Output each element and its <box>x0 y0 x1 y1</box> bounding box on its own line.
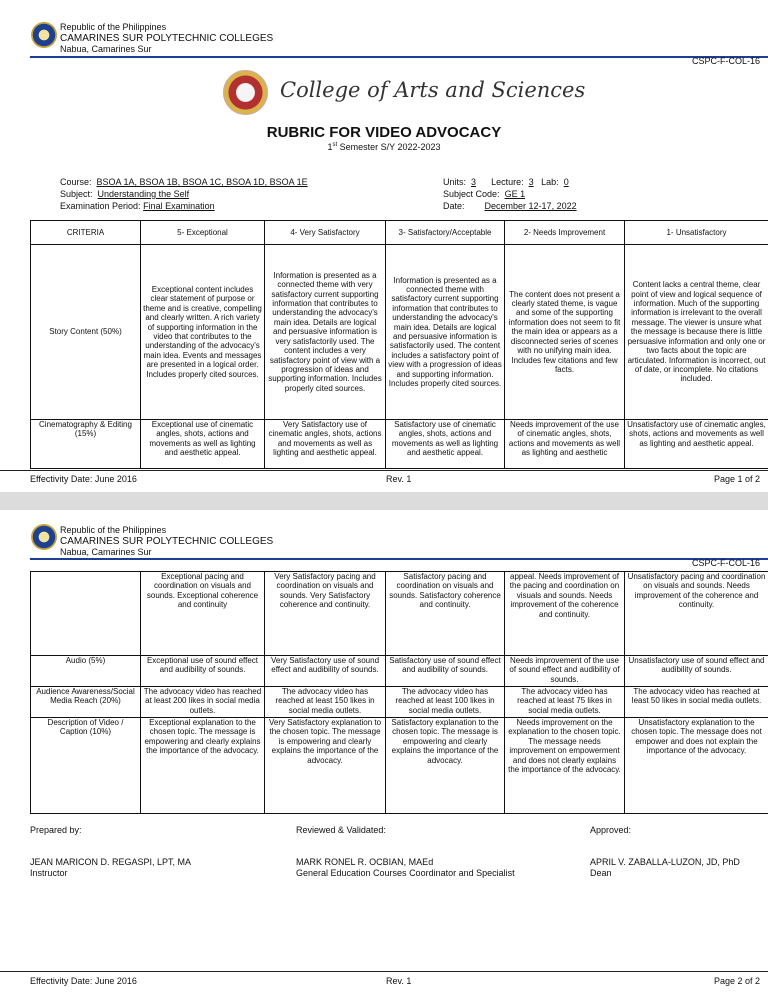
criteria-audience-awareness: Audience Awareness/Social Media Reach (20%) <box>31 687 141 718</box>
college-logo-text: College of Arts and Sciences <box>280 78 586 102</box>
approved-label: Approved: <box>590 825 632 835</box>
subject-label: Subject: <box>60 189 93 199</box>
course-label: Course: <box>60 177 92 187</box>
reviewed-name: MARK RONEL R. OCBIAN, MAEd <box>296 857 434 867</box>
audience-very-satisfactory: The advocacy video has reached at least 150 likes in social media outlets. <box>265 687 386 718</box>
institution-header <box>60 525 273 558</box>
cinema-cont-very-satisfactory: Very Satisfactory pacing and coordination on visuals and sounds. Very Satisfactory coherence and continuity. <box>265 572 386 656</box>
criteria-cinematography: Cinematography & Editing (15%) <box>31 420 141 469</box>
lecture-label: Lecture: <box>491 177 524 187</box>
header-criteria: CRITERIA <box>31 221 141 245</box>
header-unsatisfactory: 1- Unsatisfactory <box>625 221 768 245</box>
republic-line: Republic of the Philippines <box>60 525 167 535</box>
lecture-value: 3 <box>528 177 534 187</box>
story-needs-improvement: The content does not present a clearly stated theme, is vague and some of the supporting information does not seem to fit the main idea or appears as a disconnected series of scenes with no unifying main idea. Includes few citations and few facts. <box>505 245 625 420</box>
header-rule <box>30 56 768 58</box>
cinema-satisfactory: Satisfactory use of cinematic angles, shots, actions and movements as well as lighting and aesthetic appeal. <box>386 420 505 469</box>
criteria-audio: Audio (5%) <box>31 656 141 687</box>
reviewed-title: General Education Courses Coordinator and Specialist <box>296 868 515 878</box>
prepared-title: Instructor <box>30 868 68 878</box>
criteria-cinematography-cont <box>31 572 141 656</box>
course-info <box>60 176 308 212</box>
subject-code-value: GE 1 <box>504 189 526 199</box>
subject-value: Understanding the Self <box>97 189 190 199</box>
page-1 <box>0 0 768 492</box>
rubric-table-page-2 <box>30 571 768 814</box>
story-unsatisfactory: Content lacks a central theme, clear point of view and logical sequence of information. Much of the supporting information is irrelevant to the overall message. The viewer is unsure what the message is because there is little persuasive information and only one or two facts about the topic are articulated. Information is incorrect, out of date, or incomplete. No citations included. <box>625 245 768 420</box>
page-number: Page 1 of 2 <box>713 474 760 484</box>
cspc-seal-icon <box>31 524 57 550</box>
semester-number: 1 <box>327 142 333 152</box>
cinema-very-satisfactory: Very Satisfactory use of cinematic angles, shots, actions and movements as well as lighting and aesthetic appeal. <box>265 420 386 469</box>
subject-info <box>443 176 577 212</box>
table-row <box>31 572 768 656</box>
college-line: CAMARINES SUR POLYTECHNIC COLLEGES <box>60 33 274 44</box>
audio-unsatisfactory: Unsatisfactory use of sound effect and audibility of sounds. <box>625 656 768 687</box>
exam-period-label: Examination Period: <box>60 201 141 211</box>
units-value: 3 <box>471 177 477 187</box>
page-2 <box>0 510 768 1006</box>
semester-line <box>0 142 768 152</box>
desc-satisfactory: Satisfactory explanation to the chosen topic. The message is empowering and clearly explains the importance of the advocacy. <box>386 718 505 814</box>
lab-label: Lab: <box>541 177 559 187</box>
table-header-row <box>31 221 768 245</box>
location-line: Nabua, Camarines Sur <box>60 547 152 557</box>
date-value: December 12-17, 2022 <box>484 201 577 211</box>
document-title: RUBRIC FOR VIDEO ADVOCACY <box>266 124 502 141</box>
doc-code: CSPC-F-COL-16 <box>691 558 760 568</box>
cinema-needs-improvement: Needs improvement of the use of cinematic angles, shots, actions and movements as well as lighting and aesthetic <box>505 420 625 469</box>
cas-seal-icon <box>223 70 268 115</box>
prepared-by-label: Prepared by: <box>30 825 82 835</box>
table-row <box>31 245 768 420</box>
cinema-cont-unsatisfactory: Unsatisfactory pacing and coordination on visuals and sounds. Needs improvement of the coherence and continuity. <box>625 572 768 656</box>
units-label: Units: <box>443 177 467 187</box>
audience-needs-improvement: The advocacy video has reached at least 75 likes in social media outlets. <box>505 687 625 718</box>
header-satisfactory: 3- Satisfactory/Acceptable <box>386 221 505 245</box>
prepared-name: JEAN MARICON D. REGASPI, LPT, MA <box>30 857 192 867</box>
reviewed-signatory <box>296 857 515 879</box>
table-row <box>31 420 768 469</box>
header-needs-improvement: 2- Needs Improvement <box>505 221 625 245</box>
audio-exceptional: Exceptional use of sound effect and audibility of sounds. <box>141 656 265 687</box>
approved-name: APRIL V. ZABALLA-LUZON, JD, PhD <box>590 857 740 867</box>
cinema-cont-needs-improvement: appeal. Needs improvement of the pacing and coordination on visuals and sounds. Needs improvement of the coherence and continuity. <box>505 572 625 656</box>
desc-unsatisfactory: Unsatisfactory explanation to the chosen topic. The message does not empower and does not explain the importance of the advocacy. <box>625 718 768 814</box>
lab-value: 0 <box>563 177 569 187</box>
criteria-description: Description of Video / Caption (10%) <box>31 718 141 814</box>
reviewed-label: Reviewed & Validated: <box>296 825 386 835</box>
header-very-satisfactory: 4- Very Satisfactory <box>265 221 386 245</box>
audio-satisfactory: Satisfactory use of sound effect and audibility of sounds. <box>386 656 505 687</box>
audience-satisfactory: The advocacy video has reached at least 100 likes in social media outlets. <box>386 687 505 718</box>
semester-suffix: st <box>332 142 338 148</box>
college-logo-band <box>220 68 586 118</box>
table-row <box>31 656 768 687</box>
page-number: Page 2 of 2 <box>713 976 760 986</box>
course-value: BSOA 1A, BSOA 1B, BSOA 1C, BSOA 1D, BSOA 1E <box>96 177 308 187</box>
cinema-unsatisfactory: Unsatisfactory use of cinematic angles, shots, actions and movements as well as lighting and aesthetic appeal. <box>625 420 768 469</box>
desc-needs-improvement: Needs improvement on the explanation to the chosen topic. The message needs improvement on empowerment and does not clearly explains the importance of the advocacy. <box>505 718 625 814</box>
desc-exceptional: Exceptional explanation to the chosen topic. The message is empowering and clearly explains the importance of the advocacy. <box>141 718 265 814</box>
header-exceptional: 5- Exceptional <box>141 221 265 245</box>
approved-signatory <box>590 857 740 879</box>
date-label: Date: <box>443 201 465 211</box>
footer-rule <box>0 971 768 972</box>
effectivity-date: Effectivity Date: June 2016 <box>30 474 137 484</box>
page-gap <box>0 492 768 510</box>
institution-header <box>60 22 273 55</box>
audience-unsatisfactory: The advocacy video has reached at least 50 likes in social media outlets. <box>625 687 768 718</box>
location-line: Nabua, Camarines Sur <box>60 44 152 54</box>
subject-code-label: Subject Code: <box>443 189 500 199</box>
table-row <box>31 718 768 814</box>
cinema-cont-satisfactory: Satisfactory pacing and coordination on visuals and sounds. Satisfactory coherence and continuity. <box>386 572 505 656</box>
cinema-cont-exceptional: Exceptional pacing and coordination on visuals and sounds. Exceptional coherence and continuity <box>141 572 265 656</box>
revision: Rev. 1 <box>386 976 412 986</box>
rubric-table-page-1 <box>30 220 768 469</box>
revision: Rev. 1 <box>386 474 412 484</box>
criteria-story-content: Story Content (50%) <box>31 245 141 420</box>
college-line: CAMARINES SUR POLYTECHNIC COLLEGES <box>60 536 274 547</box>
effectivity-date: Effectivity Date: June 2016 <box>30 976 137 986</box>
doc-code: CSPC-F-COL-16 <box>691 56 760 66</box>
republic-line: Republic of the Philippines <box>60 22 167 32</box>
story-satisfactory: Information is presented as a connected theme with satisfactory current supporting information that contributes to understanding the advocacy's main idea. Details are logical and persuasive information is satisfactorily used. The content includes a satisfactory point of view with a progression of ideas and supporting information. Includes properly cited sources. <box>386 245 505 420</box>
story-very-satisfactory: Information is presented as a connected theme with very satisfactory current supporting information that contributes to understanding the advocacy's main idea. Details are logical and persuasive information is very satisfactorily used. The content includes a very satisfactory point of view with a progression of ideas and supporting information. Includes properly cited sources. <box>265 245 386 420</box>
approved-title: Dean <box>590 868 612 878</box>
audience-exceptional: The advocacy video has reached at least 200 likes in social media outlets. <box>141 687 265 718</box>
audio-very-satisfactory: Very Satisfactory use of sound effect and audibility of sounds. <box>265 656 386 687</box>
audio-needs-improvement: Needs improvement of the use of sound effect and audibility of sounds. <box>505 656 625 687</box>
table-row <box>31 687 768 718</box>
header-rule <box>30 558 768 560</box>
exam-period-value: Final Examination <box>143 201 215 211</box>
story-exceptional: Exceptional content includes clear statement of purpose or theme and is creative, compelling and clearly written. A rich variety of supporting information in the video that contributes to the understanding of the advocacy's main idea. Events and messages are presented in a logical order. Includes properly cited sources. <box>141 245 265 420</box>
prepared-signatory <box>30 857 191 879</box>
cinema-exceptional: Exceptional use of cinematic angles, shots, actions and movements as well as lighting and aesthetic appeal. <box>141 420 265 469</box>
footer-rule <box>0 470 768 471</box>
cspc-seal-icon <box>31 22 57 48</box>
semester-text: Semester S/Y 2022-2023 <box>337 142 441 152</box>
desc-very-satisfactory: Very Satisfactory explanation to the chosen topic. The message is empowering and clearly explains the importance of the advocacy. <box>265 718 386 814</box>
